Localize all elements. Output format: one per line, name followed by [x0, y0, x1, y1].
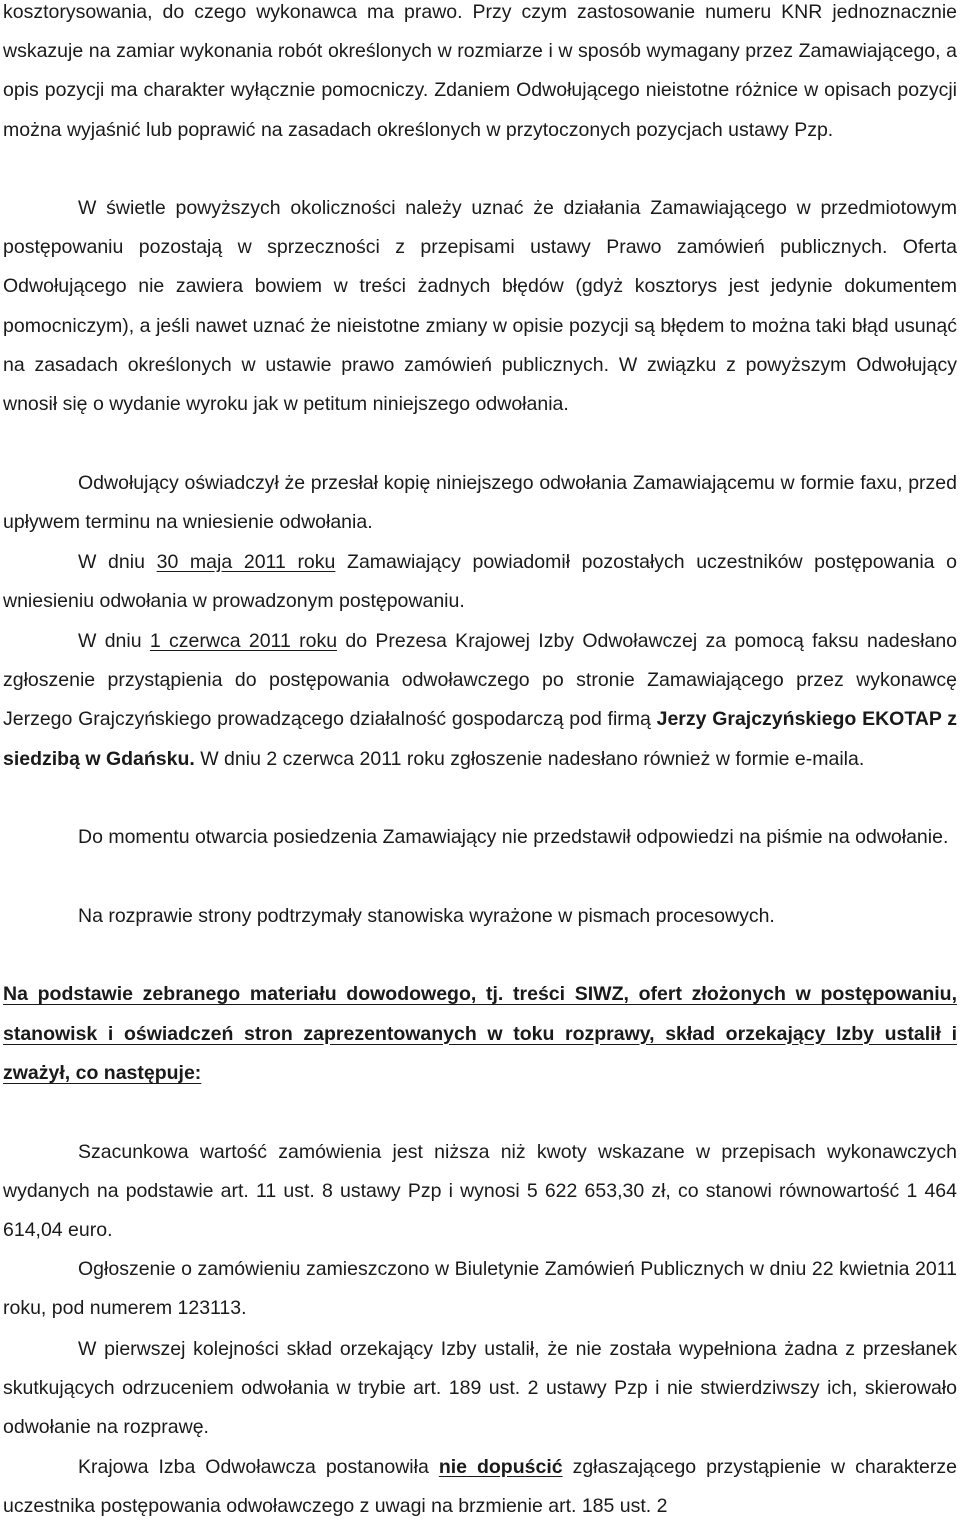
accession-date: 1 czerwca 2011 roku	[149, 630, 338, 652]
paragraph-conclusion: W świetle powyższych okoliczności należy uznać że działania Zamawiającego w przedmiotowym postępowaniu pozostają w sprzeczności z przepisami ustawy Prawo zamówień publicznych. Oferta Odwołującego nie zawiera bowiem w treści żadnych błędów (gdyż kosztorys jest jedynie dokumentem pomocniczym), a jeśli nawet uznać że nieistotne zmiany w opisie pozycji są błędem to można taki błąd usunąć na zasadach określonych w ustawie prawo zamówień publicznych. W związku z powyższym Odwołujący wnosił się o wydanie wyroku jak w petitum niniejszego odwołania.	[3, 197, 957, 416]
paragraph-kosztorys-continuation: kosztorysowania, do czego wykonawca ma prawo. Przy czym zastosowanie numeru KNR jednoznacznie wskazuje na zamiar wykonania robót określonych w rozmiarze i w sposób wymagany przez Zamawiającego, a opis pozycji ma charakter wyłącznie pomocniczy. Zdaniem Odwołującego nieistotne różnice w opisach pozycji można wyjaśnić lub poprawić na zasadach określonych w przytoczonych pozycjach ustawy Pzp.	[3, 1, 957, 141]
section-heading-findings: Na podstawie zebranego materiału dowodowego, tj. treści SIWZ, ofert złożonych w postępowaniu, stanowisk i oświadczeń stron zaprezentowanych w toku rozprawy, skład orzekający Izby ustalił i zważył, co następuje:	[3, 983, 957, 1084]
notification-suffix: Zamawiający powiadomił pozostałych uczestników postępowania o wniesieniu odwołania w prowadzonym postępowaniu.	[3, 551, 958, 613]
paragraph-estimated-value: Szacunkowa wartość zamówienia jest niższa niż kwoty wskazane w przepisach wykonawczych wydanych na podstawie art. 11 ust. 8 ustawy Pzp i wynosi 5 622 653,30 zł, co stanowi równowartość 1 464 614,04 euro.	[3, 1141, 957, 1242]
notification-prefix: W dniu	[78, 551, 157, 573]
paragraph-notice: Ogłoszenie o zamówieniu zamieszczono w Biuletynie Zamówień Publicznych w dniu 22 kwietnia 2011 roku, pod numerem 123113.	[3, 1258, 957, 1320]
paragraph-notification	[3, 543, 957, 621]
accession-suffix: W dniu 2 czerwca 2011 roku zgłoszenie nadesłano również w formie e-maila.	[194, 747, 865, 770]
inadmissible-prefix: Krajowa Izba Odwoławcza postanowiła	[78, 1456, 439, 1478]
accession-prefix: W dniu	[78, 630, 150, 652]
notification-date: 30 maja 2011 roku	[156, 551, 336, 573]
paragraph-inadmissible	[3, 1448, 957, 1526]
accession-middle: do Prezesa Krajowej Izby Odwoławczej za pomocą faksu nadesłano zgłoszenie przystąpienia do postępowania odwoławczego po stronie Zamawiającego przez wykonawcę Jerzego Grajczyńskiego prowadzącego działalność gospodarczą pod firmą	[3, 630, 958, 731]
paragraph-preliminary: W pierwszej kolejności skład orzekający Izby ustalił, że nie została wypełniona żadna z przesłanek skutkujących odrzuceniem odwołania w trybie art. 189 ust. 2 ustawy Pzp i nie stwierdziwszy ich, skierowało odwołanie na rozprawę.	[3, 1338, 957, 1439]
paragraph-no-response: Do momentu otwarcia posiedzenia Zamawiający nie przedstawił odpowiedzi na piśmie na odwołanie.	[78, 826, 949, 848]
accession-firm: Jerzy Grajczyńskiego EKOTAP z siedzibą w Gdańsku.	[3, 708, 957, 770]
inadmissible-emphasis: nie dopuścić	[438, 1456, 563, 1478]
inadmissible-suffix: zgłaszającego przystąpienie w charakterze uczestnika postępowania odwoławczego z uwagi na brzmienie art. 185 ust. 2	[3, 1456, 957, 1518]
paragraph-accession	[3, 622, 957, 779]
paragraph-copy-sent: Odwołujący oświadczył że przesłał kopię niniejszego odwołania Zamawiającemu w formie faxu, przed upływem terminu na wniesienie odwołania.	[3, 472, 957, 534]
paragraph-hearing: Na rozprawie strony podtrzymały stanowiska wyrażone w pismach procesowych.	[78, 905, 775, 927]
